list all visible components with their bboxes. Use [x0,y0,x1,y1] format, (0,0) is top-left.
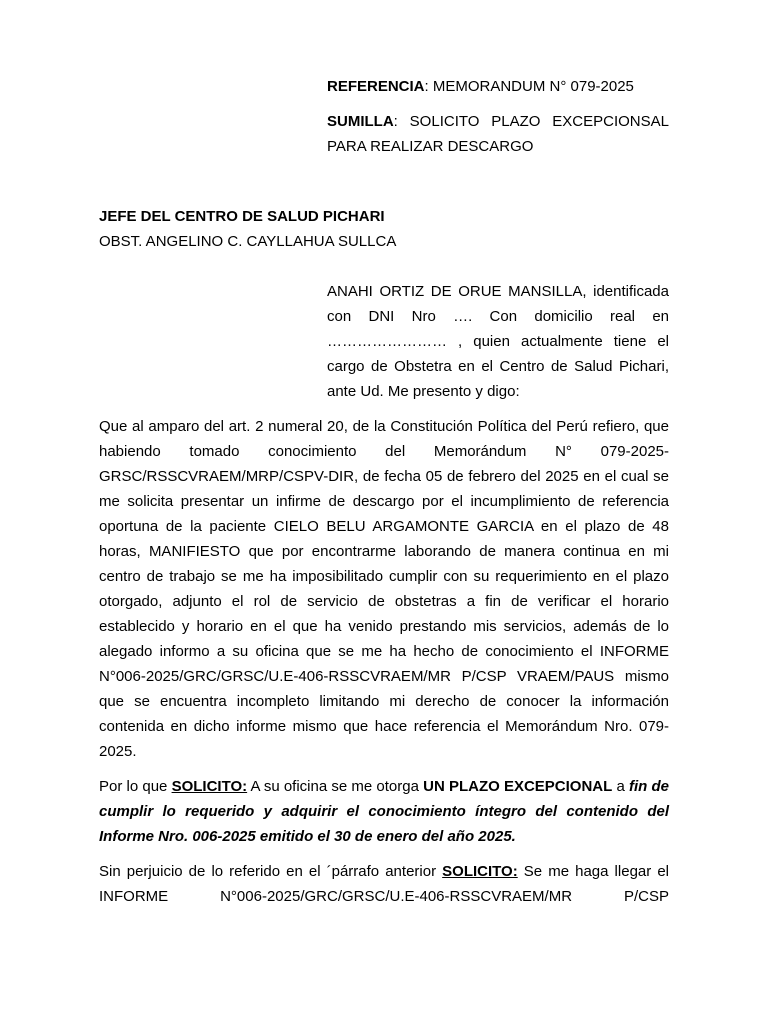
reference-text: : MEMORANDUM N° 079-2025 [424,78,634,95]
sumilla-text: : SOLICITO PLAZO EXCEPCIONSAL PARA REALIZAR DESCARGO [327,113,669,155]
intro-paragraph: ANAHI ORTIZ DE ORUE MANSILLA, identificada con DNI Nro …. Con domicilio real en …………………… , quien actualmente tiene el cargo de Obstetra en el Centro de Salud Pichari, ante Ud. Me presento y digo: [327,283,669,400]
paragraph-1: Que al amparo del art. 2 numeral 20, de la Constitución Política del Perú refiero, que habiendo tomado conocimiento del Memorándum N° 079-2025-GRSC/RSSCVRAEM/MRP/CSPV-DIR, de fecha 05 de febrero del 2025 en el cual se me solicita presentar un infirme de descargo por el incumplimiento de referencia oportuna de la paciente CIELO BELU ARGAMONTE GARCIA en el plazo de 48 horas, MANIFIESTO que por encontrarme laborando de manera continua en mi centro de trabajo se me ha imposibilitado cumplir con su requerimiento en el plazo otorgado, adjunto el rol de servicio de obstetras a fin de verificar el horario establecido y horario en el que ha venido prestando mis servicios, además de lo alegado informo a su oficina que se me ha hecho de conocimiento el INFORME N°006-2025/GRC/GRSC/U.E-406-RSSCVRAEM/MR P/CSP VRAEM/PAUS mismo que se encuentra incompleto limitando mi derecho de conocer la información contenida en dicho informe mismo que hace referencia el Memorándum Nro. 079-2025. [99,418,669,760]
p2-text-2: A su oficina se me otorga [247,778,424,795]
p2-text-3: a [612,778,630,795]
p3-text-2: Se me haga llegar el INFORME N°006-2025/GRC/GRSC/U.E-406-RSSCVRAEM/MR P/CSP [99,863,669,905]
p2-text-1: Por lo que [99,778,172,795]
paragraph-3 [99,859,669,909]
addressee-block [99,204,669,254]
addressee-title [99,204,669,229]
reference-label: REFERENCIA [327,78,425,95]
sumilla-line [327,109,669,159]
body-text [99,414,669,919]
addressee-title-text: JEFE DEL CENTRO DE SALUD PICHARI [99,208,385,225]
p2-solicito: SOLICITO: [171,778,248,795]
p3-text-1: Sin perjuicio de lo referido en el ´párrafo anterior [99,863,443,880]
reference-block [327,74,669,159]
sumilla-label: SUMILLA [327,113,394,130]
p3-solicito: SOLICITO: [442,863,518,880]
p2-plazo: UN PLAZO EXCEPCIONAL [423,778,613,795]
paragraph-2 [99,774,669,849]
addressee-name: OBST. ANGELINO C. CAYLLAHUA SULLCA [99,233,397,250]
reference-line [327,74,669,99]
p2-purpose: fin de cumplir lo requerido y adquirir el conocimiento íntegro del contenido del Informe Nro. 006-2025 emitido el 30 de enero del año 2025. [99,778,670,845]
